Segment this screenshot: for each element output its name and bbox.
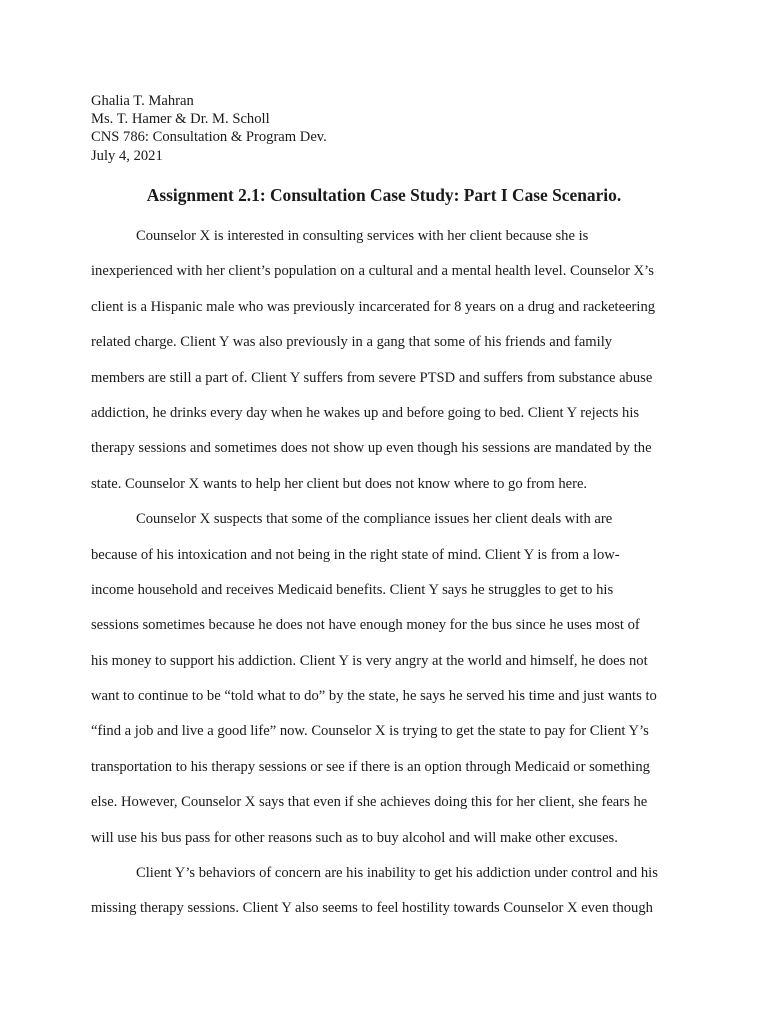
paragraph-2-line: because of his intoxication and not being in the right state of mind. Client Y is from a low- xyxy=(91,546,620,563)
paragraph-1-line: Counselor X is interested in consulting services with her client because she is xyxy=(136,228,589,244)
instructor-names: Ms. T. Hamer & Dr. M. Scholl xyxy=(91,111,270,128)
paragraph-3-line: missing therapy sessions. Client Y also seems to feel hostility towards Counselor X even though xyxy=(91,900,653,917)
paragraph-1-line: state. Counselor X wants to help her client but does not know where to go from here. xyxy=(91,475,588,492)
paragraph-3-line: Client Y’s behaviors of concern are his inability to get his addiction under control and his xyxy=(136,865,658,882)
paragraph-1-line: inexperienced with her client’s population on a cultural and a mental health level. Counselor X’s xyxy=(91,263,654,280)
paragraph-2-line: transportation to his therapy sessions or see if there is an option through Medicaid or something xyxy=(91,758,650,775)
paragraph-2-line: “find a job and live a good life” now. Counselor X is trying to get the state to pay for Client Y’s xyxy=(91,723,649,740)
paragraph-2-line: else. However, Counselor X says that even if she achieves doing this for her client, she fears he xyxy=(91,794,648,811)
document-date: July 4, 2021 xyxy=(91,147,163,164)
paragraph-1-line: addiction, he drinks every day when he wakes up and before going to bed. Client Y rejects his xyxy=(91,404,640,421)
paragraph-2-line: sessions sometimes because he does not have enough money for the bus since he uses most of xyxy=(91,617,640,634)
paragraph-1-line: members are still a part of. Client Y suffers from severe PTSD and suffers from substance abuse xyxy=(91,369,653,386)
paragraph-2-line: income household and receives Medicaid benefits. Client Y says he struggles to get to his xyxy=(91,581,614,598)
paragraph-2-line: will use his bus pass for other reasons such as to buy alcohol and will make other excuses. xyxy=(91,829,618,846)
paragraph-1-line: client is a Hispanic male who was previously incarcerated for 8 years on a drug and racketeering xyxy=(91,298,656,315)
author-name: Ghalia T. Mahran xyxy=(91,93,194,109)
course-name: CNS 786: Consultation & Program Dev. xyxy=(91,129,327,146)
document-header xyxy=(91,92,327,165)
paragraph-2-line: Counselor X suspects that some of the compliance issues her client deals with are xyxy=(136,511,613,528)
paragraph-2-line: want to continue to be “told what to do” by the state, he says he served his time and just wants to xyxy=(91,688,657,705)
paragraph-2-line: his money to support his addiction. Client Y is very angry at the world and himself, he does not xyxy=(91,652,648,669)
document-body xyxy=(91,224,691,932)
paragraph-1-line: related charge. Client Y was also previously in a gang that some of his friends and family xyxy=(91,334,613,351)
paragraph-1-line: therapy sessions and sometimes does not show up even though his sessions are mandated by the xyxy=(91,440,652,457)
document-title: Assignment 2.1: Consultation Case Study: Part I Case Scenario. xyxy=(146,185,622,205)
